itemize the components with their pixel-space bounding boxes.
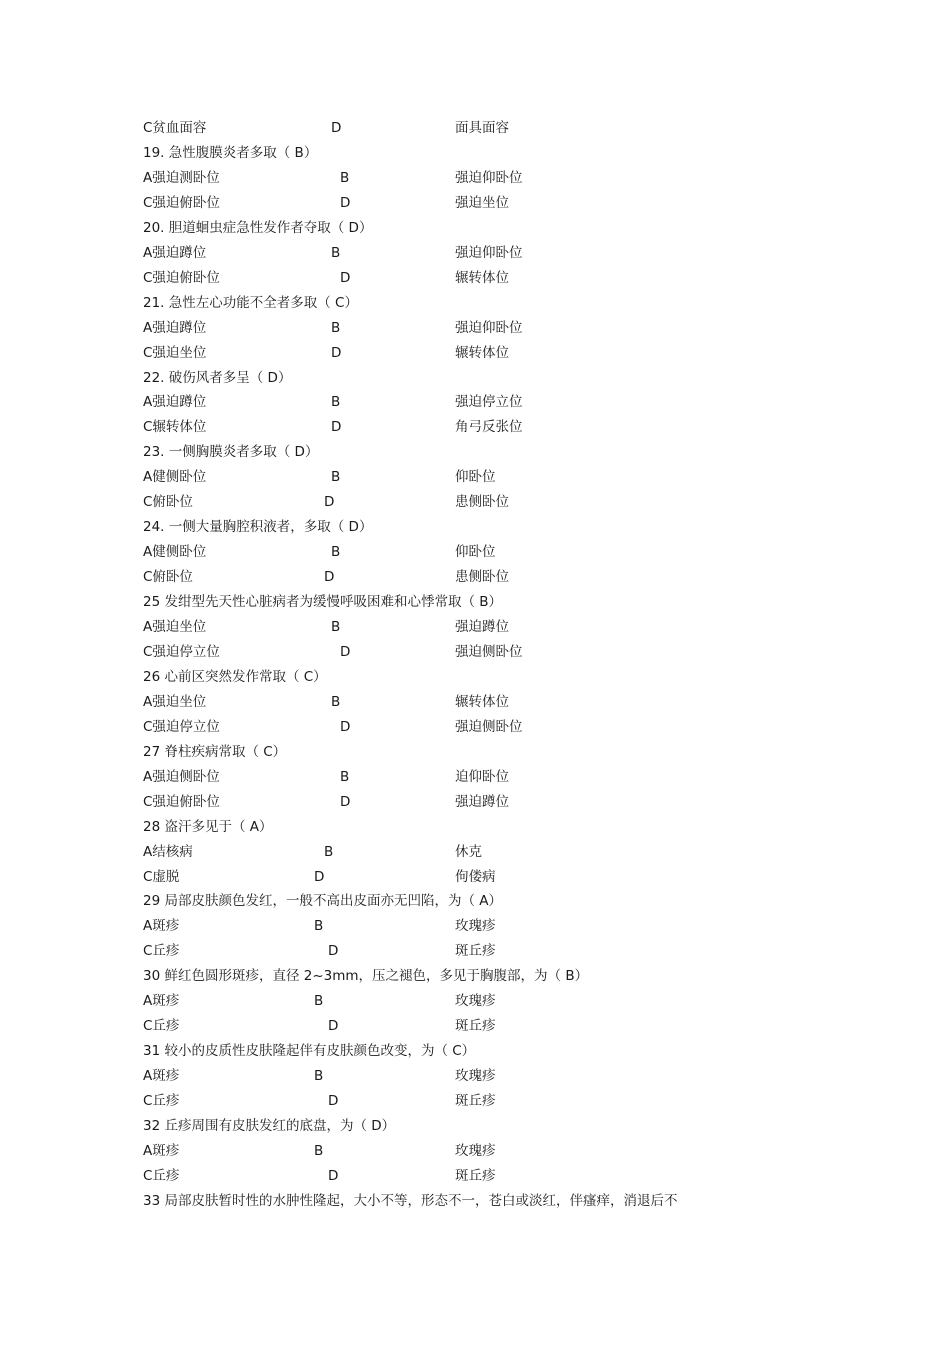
question-line bbox=[0, 366, 950, 391]
question-text: 21. 急性左心功能不全者多取（ C） bbox=[143, 294, 358, 311]
option-line bbox=[0, 465, 950, 490]
option-left: A强迫坐位 bbox=[143, 619, 207, 635]
question-line bbox=[0, 216, 950, 241]
question-line bbox=[0, 665, 950, 690]
option-line bbox=[0, 390, 950, 415]
option-right: 佝偻病 bbox=[455, 868, 496, 885]
option-right: 强迫仰卧位 bbox=[455, 169, 523, 186]
option-left: C辗转体位 bbox=[143, 419, 207, 436]
option-right: 强迫坐位 bbox=[455, 194, 509, 211]
option-left: A强迫蹲位 bbox=[143, 319, 207, 336]
option-right: 强迫停立位 bbox=[455, 394, 523, 411]
option-left: A健侧卧位 bbox=[143, 469, 207, 486]
option-left: C强迫俯卧位 bbox=[143, 793, 220, 810]
option-letter: B bbox=[340, 169, 350, 186]
option-line bbox=[0, 1139, 950, 1164]
option-line bbox=[0, 266, 950, 291]
question-text: 27 脊柱疾病常取（ C） bbox=[143, 743, 287, 760]
question-text: 31 较小的皮质性皮肤隆起伴有皮肤颜色改变，为（ C） bbox=[143, 1043, 476, 1060]
option-left: A强迫测卧位 bbox=[143, 169, 220, 186]
option-letter: B bbox=[331, 619, 341, 635]
option-left: A强迫侧卧位 bbox=[143, 768, 220, 785]
option-letter: D bbox=[328, 1167, 339, 1184]
option-line bbox=[0, 1064, 950, 1089]
option-right: 斑丘疹 bbox=[455, 1018, 496, 1035]
option-line bbox=[0, 415, 950, 440]
option-letter: D bbox=[340, 269, 351, 286]
option-line bbox=[0, 914, 950, 939]
option-right: 玫瑰疹 bbox=[455, 1142, 496, 1159]
option-letter: D bbox=[340, 718, 351, 735]
option-letter: D bbox=[331, 120, 342, 136]
option-line bbox=[0, 1014, 950, 1039]
option-left: A斑疹 bbox=[143, 993, 180, 1010]
option-left: C强迫停立位 bbox=[143, 718, 220, 735]
option-letter: B bbox=[324, 843, 334, 860]
question-line bbox=[0, 815, 950, 840]
option-line bbox=[0, 715, 950, 740]
option-line bbox=[0, 865, 950, 890]
option-right: 斑丘疹 bbox=[455, 1167, 496, 1184]
option-line bbox=[0, 790, 950, 815]
option-right: 休克 bbox=[455, 843, 482, 860]
option-letter: D bbox=[324, 569, 335, 586]
option-right: 仰卧位 bbox=[455, 469, 496, 486]
option-letter: D bbox=[331, 419, 342, 436]
option-letter: B bbox=[331, 394, 341, 411]
option-right: 斑丘疹 bbox=[455, 943, 496, 960]
option-line bbox=[0, 316, 950, 341]
option-left: C丘疹 bbox=[143, 1018, 180, 1035]
option-right: 面具面容 bbox=[455, 120, 509, 136]
question-text: 23. 一侧胸膜炎者多取（ D） bbox=[143, 444, 319, 461]
option-line bbox=[0, 615, 950, 640]
question-text: 33 局部皮肤暂时性的水肿性隆起，大小不等，形态不一，苍白或淡红，伴瘙痒，消退后不 bbox=[143, 1192, 678, 1209]
option-letter: D bbox=[328, 1093, 339, 1110]
option-line bbox=[0, 939, 950, 964]
question-text: 30 鲜红色圆形斑疹，直径 2~3mm，压之褪色，多见于胸腹部，为（ B） bbox=[143, 968, 589, 985]
option-left: C丘疹 bbox=[143, 943, 180, 960]
question-text: 32 丘疹周围有皮肤发红的底盘，为（ D） bbox=[143, 1118, 396, 1134]
option-letter: B bbox=[314, 918, 324, 935]
question-line bbox=[0, 515, 950, 540]
option-letter: B bbox=[340, 768, 350, 785]
option-right: 患侧卧位 bbox=[455, 569, 509, 586]
option-left: C强迫俯卧位 bbox=[143, 269, 220, 286]
option-line bbox=[0, 640, 950, 665]
question-text: 24. 一侧大量胸腔积液者，多取（ D） bbox=[143, 519, 373, 536]
option-letter: B bbox=[314, 993, 324, 1010]
option-line bbox=[0, 341, 950, 366]
option-left: A强迫蹲位 bbox=[143, 394, 207, 411]
option-right: 迫仰卧位 bbox=[455, 768, 509, 785]
question-line bbox=[0, 1189, 950, 1214]
option-letter: D bbox=[340, 194, 351, 211]
option-right: 强迫蹲位 bbox=[455, 619, 509, 635]
option-letter: B bbox=[331, 544, 341, 561]
option-letter: D bbox=[328, 1018, 339, 1035]
option-right: 强迫侧卧位 bbox=[455, 718, 523, 735]
option-line bbox=[0, 1089, 950, 1114]
question-text: 19. 急性腹膜炎者多取（ B） bbox=[143, 144, 318, 161]
question-line bbox=[0, 141, 950, 166]
question-text: 22. 破伤风者多呈（ D） bbox=[143, 369, 292, 386]
option-letter: B bbox=[314, 1068, 324, 1085]
question-text: 20. 胆道蛔虫症急性发作者夺取（ D） bbox=[143, 219, 373, 236]
option-right: 强迫侧卧位 bbox=[455, 643, 523, 660]
question-line bbox=[0, 889, 950, 914]
option-right: 强迫蹲位 bbox=[455, 793, 509, 810]
option-left: A斑疹 bbox=[143, 1142, 180, 1159]
question-line bbox=[0, 1039, 950, 1064]
question-text: 28 盗汗多见于（ A） bbox=[143, 818, 273, 835]
question-text: 25 发绀型先天性心脏病者为缓慢呼吸困难和心悸常取（ B） bbox=[143, 594, 503, 611]
option-line bbox=[0, 166, 950, 191]
option-letter: D bbox=[328, 943, 339, 960]
option-line bbox=[0, 765, 950, 790]
option-left: C虚脱 bbox=[143, 868, 180, 885]
option-letter: D bbox=[340, 793, 351, 810]
option-line bbox=[0, 989, 950, 1014]
option-right: 玫瑰疹 bbox=[455, 993, 496, 1010]
option-left: C俯卧位 bbox=[143, 569, 193, 586]
option-line bbox=[0, 241, 950, 266]
option-letter: D bbox=[340, 643, 351, 660]
option-letter: B bbox=[314, 1142, 324, 1159]
option-left: A健侧卧位 bbox=[143, 544, 207, 561]
question-line bbox=[0, 740, 950, 765]
option-left: C俯卧位 bbox=[143, 494, 193, 511]
question-line bbox=[0, 964, 950, 989]
option-line bbox=[0, 540, 950, 565]
option-right: 辗转体位 bbox=[455, 344, 509, 361]
question-line bbox=[0, 1114, 950, 1139]
option-letter: D bbox=[314, 868, 325, 885]
option-line bbox=[0, 840, 950, 865]
question-line bbox=[0, 291, 950, 316]
option-line bbox=[0, 690, 950, 715]
option-letter: B bbox=[331, 469, 341, 486]
option-left: A结核病 bbox=[143, 843, 193, 860]
option-right: 强迫仰卧位 bbox=[455, 244, 523, 261]
option-left: A斑疹 bbox=[143, 1068, 180, 1085]
option-right: 辗转体位 bbox=[455, 269, 509, 286]
option-letter: B bbox=[331, 693, 341, 710]
option-left: C贫血面容 bbox=[143, 120, 207, 136]
option-line bbox=[0, 191, 950, 216]
option-letter: D bbox=[324, 494, 335, 511]
option-line bbox=[0, 116, 950, 141]
option-left: C丘疹 bbox=[143, 1167, 180, 1184]
option-right: 玫瑰疹 bbox=[455, 1068, 496, 1085]
option-line bbox=[0, 565, 950, 590]
question-text: 26 心前区突然发作常取（ C） bbox=[143, 668, 327, 685]
option-right: 斑丘疹 bbox=[455, 1093, 496, 1110]
question-line bbox=[0, 590, 950, 615]
option-left: A强迫蹲位 bbox=[143, 244, 207, 261]
option-right: 仰卧位 bbox=[455, 544, 496, 561]
option-left: C强迫俯卧位 bbox=[143, 194, 220, 211]
option-letter: D bbox=[331, 344, 342, 361]
option-right: 辗转体位 bbox=[455, 693, 509, 710]
option-letter: B bbox=[331, 244, 341, 261]
question-line bbox=[0, 440, 950, 465]
option-right: 玫瑰疹 bbox=[455, 918, 496, 935]
option-line bbox=[0, 490, 950, 515]
option-left: A斑疹 bbox=[143, 918, 180, 935]
option-line bbox=[0, 1164, 950, 1189]
question-text: 29 局部皮肤颜色发红，一般不高出皮面亦无凹陷，为（ A） bbox=[143, 893, 502, 910]
option-right: 患侧卧位 bbox=[455, 494, 509, 511]
option-left: A强迫坐位 bbox=[143, 693, 207, 710]
option-right: 强迫仰卧位 bbox=[455, 319, 523, 336]
option-left: C丘疹 bbox=[143, 1093, 180, 1110]
option-left: C强迫坐位 bbox=[143, 344, 207, 361]
option-letter: B bbox=[331, 319, 341, 336]
option-right: 角弓反张位 bbox=[455, 419, 523, 436]
option-left: C强迫停立位 bbox=[143, 643, 220, 660]
